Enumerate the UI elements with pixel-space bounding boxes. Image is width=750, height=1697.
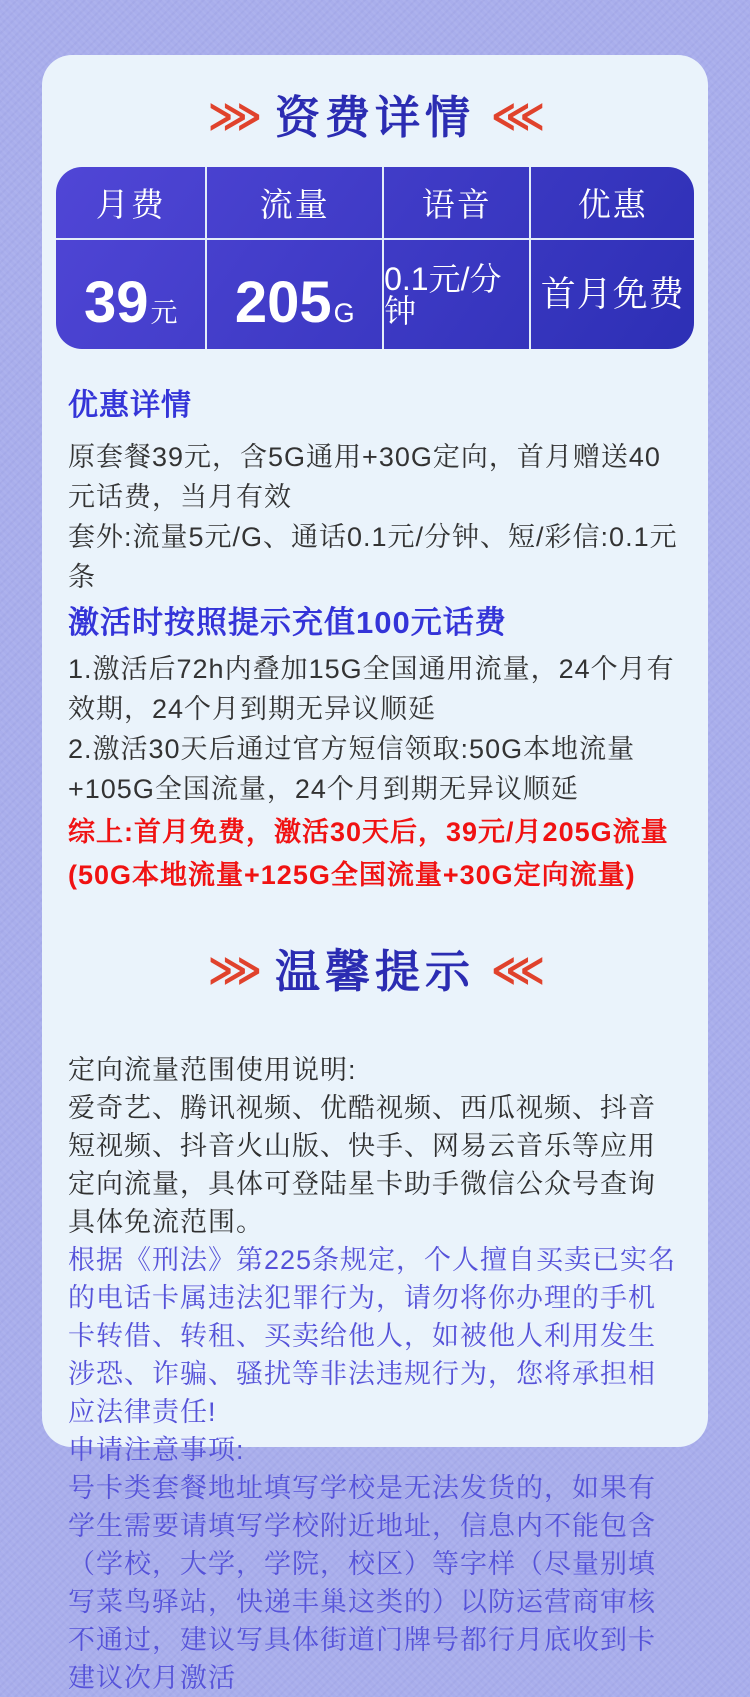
content-card xyxy=(42,55,708,1693)
directed-traffic-body: 爱奇艺、腾讯视频、优酷视频、西瓜视频、抖音短视频、抖音火山版、快手、网易云音乐等应用定向流量，具体可登陆星卡助手微信公众号查询具体免流范围。 xyxy=(68,1093,656,1237)
table-value-voice xyxy=(384,240,531,349)
table-value-data xyxy=(207,240,384,349)
promo-line-1: 原套餐39元，含5G通用+30G定向，首月赠送40元话费，当月有效 xyxy=(68,442,661,512)
monthly-fee-amount: 39 xyxy=(83,270,149,335)
table-header-data: 流量 xyxy=(207,167,384,240)
summary-highlight: 综上:首月免费，激活30天后，39元/月205G流量(50G本地流量+125G全国流量+30G定向流量) xyxy=(68,817,669,890)
chevrons-left-icon: ⋘ xyxy=(491,948,543,994)
apply-notes-title: 申请注意事项: xyxy=(68,1435,245,1465)
table-header-discount: 优惠 xyxy=(531,167,694,240)
apply-notes-body: 号卡类套餐地址填写学校是无法发货的，如果有学生需要请填写学校附近地址，信息内不能包含（学校，大学，学院，校区）等字样（尽量别填写菜鸟驿站，快递丰巢这类的）以防运营商审核不通过，建议写具体街道门牌号都行月底收到卡建议次月激活 xyxy=(68,1473,656,1693)
table-value-discount xyxy=(531,240,694,349)
activation-step-2: 2.激活30天后通过官方短信领取:50G本地流量+105G全国流量，24个月到期无异议顺延 xyxy=(68,734,636,804)
voice-rate: 0.1元/分钟 xyxy=(384,260,502,329)
rate-section-title-row xyxy=(68,91,682,143)
activation-step-1: 1.激活后72h内叠加15G全国通用流量，24个月有效期，24个月到期无异议顺延 xyxy=(68,654,675,724)
chevrons-right-icon: ⋙ xyxy=(207,94,259,140)
directed-traffic-title: 定向流量范围使用说明: xyxy=(68,1055,357,1085)
tips-section-title: 温馨提示 xyxy=(274,944,475,998)
chevrons-left-icon: ⋘ xyxy=(491,94,543,140)
discount-text: 首月免费 xyxy=(540,275,685,314)
table-header-monthly-fee: 月费 xyxy=(56,167,207,240)
promo-details-heading: 优惠详情 xyxy=(68,389,192,422)
table-header-voice: 语音 xyxy=(384,167,531,240)
recharge-heading: 激活时按照提示充值100元话费 xyxy=(68,605,507,640)
monthly-fee-unit: 元 xyxy=(150,298,178,328)
legal-notice: 根据《刑法》第225条规定，个人擅自买卖已实名的电话卡属违法犯罪行为，请勿将你办理的手机卡转借、转租、买卖给他人，如被他人利用发生涉恐、诈骗、骚扰等非法违规行为，您将承担相应法律责任! xyxy=(68,1245,677,1427)
tips-body xyxy=(68,1051,682,1697)
data-unit: G xyxy=(333,298,355,328)
chevrons-right-icon: ⋙ xyxy=(207,948,259,994)
data-amount: 205 xyxy=(234,270,332,335)
promo-line-2: 套外:流量5元/G、通话0.1元/分钟、短/彩信:0.1元条 xyxy=(68,522,678,592)
pricing-table xyxy=(56,167,694,349)
tips-section-title-row xyxy=(68,945,682,997)
table-value-monthly-fee xyxy=(56,240,207,349)
rate-section-title: 资费详情 xyxy=(274,90,475,144)
